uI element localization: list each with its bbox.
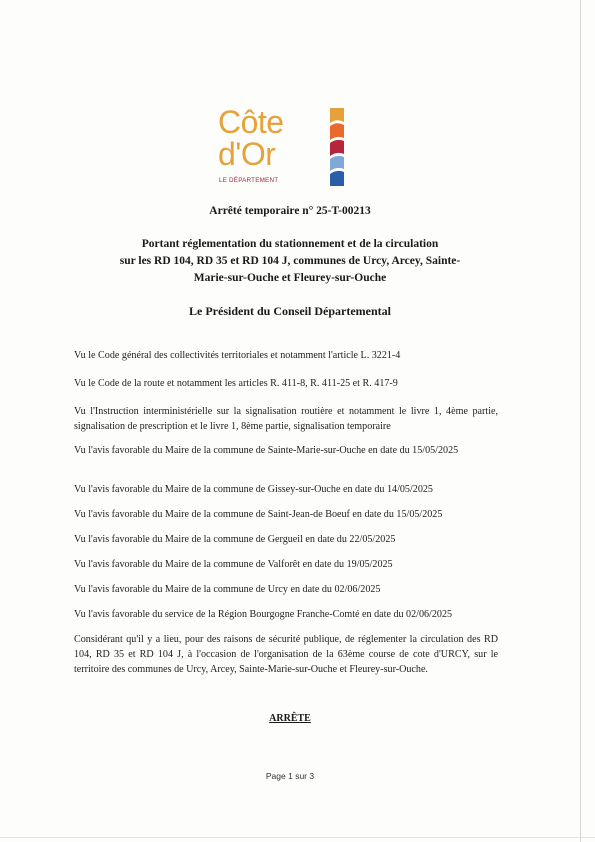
visa-paragraph: Vu l'Instruction interministérielle sur la signalisation routière et notamment le livre 1, 4ème partie, signalisation de prescription et le livre 1, 8ème partie, signalisation temporaire xyxy=(74,406,498,432)
visa-paragraph: Vu l'avis favorable du Maire de la commune de Gergueil en date du 22/05/2025 xyxy=(74,534,396,545)
visa-paragraph: Vu le Code général des collectivités territoriales et notamment l'article L. 3221-4 xyxy=(74,350,401,361)
visa-paragraph: Vu l'avis favorable du Maire de la commune de Gissey-sur-Ouche en date du 14/05/2025 xyxy=(74,484,433,495)
visa-paragraph: Vu l'avis favorable du Maire de la commune de Valforêt en date du 19/05/2025 xyxy=(74,559,393,570)
president-heading: Le Président du Conseil Départemental xyxy=(189,304,391,318)
page-edge-bottom xyxy=(0,837,595,838)
visa-paragraph: Vu l'avis favorable du service de la Région Bourgogne Franche-Comté en date du 02/06/2025 xyxy=(74,609,453,620)
object-line: sur les RD 104, RD 35 et RD 104 J, communes de Urcy, Arcey, Sainte- xyxy=(119,255,461,267)
decree-title: Arrêté temporaire n° 25-T-00213 xyxy=(209,205,371,217)
logo-stripes-icon xyxy=(330,108,344,186)
decree-object xyxy=(0,236,580,287)
logo-line1: Côte xyxy=(218,104,284,140)
cote-dor-logo xyxy=(218,106,344,186)
visa-paragraph: Vu l'avis favorable du Maire de la commune de Urcy en date du 02/06/2025 xyxy=(74,584,381,595)
considerant-paragraph: Considérant qu'il y a lieu, pour des raisons de sécurité publique, de réglementer la circulation des RD 104, RD 35 et RD 104 J, à l'occasion de l'organisation de la 63ème course de cote d'URCY, sur le territoire des communes de Urcy, Arcey, Sainte-Marie-sur-Ouche et Fleurey-sur-Ouche. xyxy=(74,634,498,675)
logo-subtitle: LE DÉPARTEMENT xyxy=(219,177,279,184)
object-line: Portant réglementation du stationnement et de la circulation xyxy=(141,238,439,250)
logo-line2: d'Or xyxy=(218,136,276,172)
page-number: Page 1 sur 3 xyxy=(265,771,315,781)
arrete-heading: ARRÊTE xyxy=(269,713,311,724)
object-line: Marie-sur-Ouche et Fleurey-sur-Ouche xyxy=(193,272,387,284)
visa-paragraph: Vu l'avis favorable du Maire de la commune de Sainte-Marie-sur-Ouche en date du 15/05/2025 xyxy=(74,445,459,456)
visa-paragraph: Vu le Code de la route et notamment les articles R. 411-8, R. 411-25 et R. 417-9 xyxy=(74,378,398,389)
visa-paragraph: Vu l'avis favorable du Maire de la commune de Saint-Jean-de Boeuf en date du 15/05/2025 xyxy=(74,509,443,520)
page-edge-right xyxy=(580,0,581,842)
